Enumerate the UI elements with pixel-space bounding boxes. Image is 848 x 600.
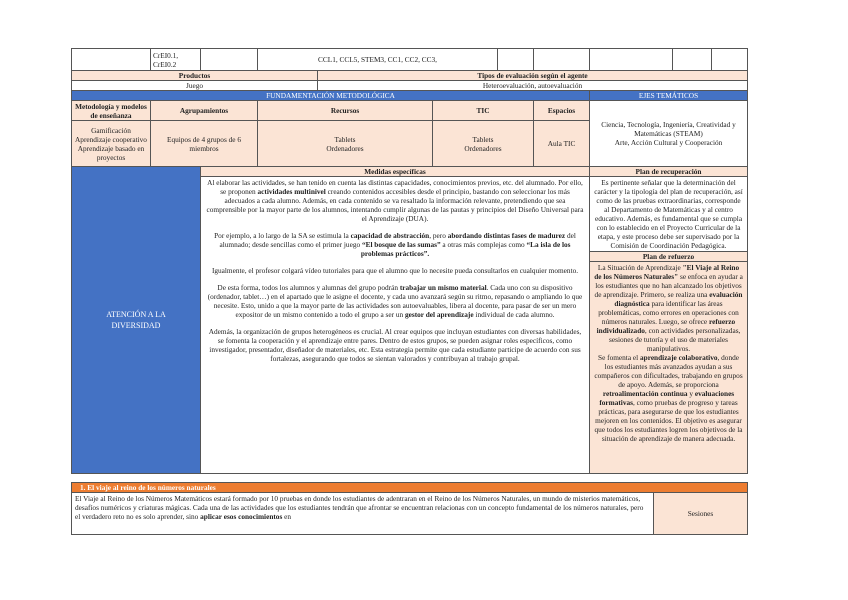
bold-span: evaluaciones formativas <box>599 389 735 407</box>
section-description <box>72 493 654 535</box>
measures-paragraph <box>205 231 585 258</box>
bold-span: gestor del aprendizaje <box>404 310 474 319</box>
text-span: Se fomenta el <box>598 353 640 362</box>
spaces-value: Aula TIC <box>534 121 590 167</box>
measures-title: Medidas específicas <box>201 167 590 177</box>
competences-cell: CCL1, CCL5, STEM3, CC1, CC2, CC3, <box>258 49 498 71</box>
reinforcement-paragraph <box>594 353 743 443</box>
empty-cell <box>534 49 590 71</box>
measures-paragraph <box>205 283 585 319</box>
text-span: individual de cada alumno. <box>473 310 555 319</box>
section-table <box>71 482 748 535</box>
products-header: Productos <box>72 71 318 81</box>
ict-value: Tablets Ordenadores <box>433 121 534 167</box>
bold-span: refuerzo individualizado <box>596 317 736 335</box>
empty-cell <box>498 49 534 71</box>
groupings-value: Equipos de 4 grupos de 6 miembros <box>151 121 258 167</box>
evaluation-types-header: Tipos de evaluación según el agente <box>318 71 748 81</box>
criteria-cell: CrEI0.1, CrEI0.2 <box>151 49 201 71</box>
evaluation-types-value: Heteroevaluación, autoevaluación <box>318 81 748 91</box>
axes-text: Ciencia, Tecnología, Ingeniería, Creatividad y Matemáticas (STEAM) Arte, Acción Cultural y Cooperación <box>590 101 748 167</box>
methodology-header: Metodología y modelos de enseñanza <box>72 101 151 121</box>
products-value: Juego <box>72 81 318 91</box>
bold-span: retroalimentación continua <box>602 389 688 398</box>
resources-value: Tablets Ordenadores <box>258 121 433 167</box>
empty-cell <box>201 49 258 71</box>
text-span: La Situación de Aprendizaje <box>597 263 683 272</box>
learning-situation-table <box>71 48 748 474</box>
reinforcement-text <box>590 262 748 474</box>
text-span: y <box>687 389 695 398</box>
recovery-text <box>590 177 748 252</box>
measures-paragraph <box>205 178 585 223</box>
spaces-header: Espacios <box>534 101 590 121</box>
text-span: El Viaje al Reino de los Números Matemáticos estará formado por 10 pruebas en donde los estudiantes de adentraran en el Reino de los Números Naturales, un mundo de misterios matemáticos, desafíos numéricos y criaturas mágicas. Cada una de las actividades que los estudiantes tendrán que afrontar se encuentran relacionas con un concepto fundamental de los números naturales, pero el verdadero reto no es solo aprender, sino <box>75 494 644 521</box>
text-span: De esta forma, todos los alumnos y alumnas del grupo podrán <box>217 283 400 292</box>
text-span: se enfoca en ayudar a los estudiantes que no han alcanzado los objetivos de aprendizaje. Primero, se realiza una <box>594 272 743 299</box>
axes-title: EJES TEMÁTICOS <box>590 91 748 101</box>
text-span: , con actividades personalizadas, sesiones de tutoría y el uso de materiales manipulativos. <box>609 326 741 353</box>
bold-span: “La isla de los problemas prácticos”. <box>360 240 571 258</box>
empty-cell <box>712 49 748 71</box>
text-span: , pero <box>429 231 448 240</box>
bold-span: actividades multinivel <box>257 187 326 196</box>
empty-cell <box>590 49 673 71</box>
measures-paragraph: Además, la organización de grupos heterogéneos es crucial. Al crear equipos que incluyan estudiantes con diversas habilidades, se fomenta la cooperación y el aprendizaje entre pares. Dentro de estos grupos, se pueden asignar roles específicos, como investigador, presentador, diseñador de materiales, etc. Esta estrategia permite que cada estudiante participe de acuerdo con sus fortalezas, asegurando que todos se sientan valorados y contribuyan al trabajo grupal. <box>208 327 582 363</box>
text-span: . Cada uno con su dispositivo (ordenador, tablet…) en el apartado que le asigne el docente, y cada uno avanzará según su ritmo, repasando o ampliando lo que necesite. Esto, unido a que la mayor parte de las actividades son autoevaluables, libera al docente, para pasar de ser un mero expositor de un mismo contenido a todo el grupo a ser un <box>207 283 583 319</box>
text-span: a otras más complejas como <box>440 240 527 249</box>
bold-span: "El Viaje al Reino de los Números Naturales" <box>594 263 740 281</box>
groupings-header: Agrupamientos <box>151 101 258 121</box>
text-span: del alumnado; desde sencillas como el primer juego <box>219 231 576 249</box>
bold-span: abordando distintas fases de madurez <box>447 231 566 240</box>
recovery-title: Plan de recuperación <box>590 167 748 177</box>
methodology-title: FUNDAMENTACIÓN METODOLÓGICA <box>72 91 590 101</box>
empty-cell <box>673 49 712 71</box>
methodology-value: Gamificación Aprendizaje cooperativo Aprendizaje basado en proyectos <box>72 121 151 167</box>
recovery-paragraph: Es pertinente señalar que la determinación del carácter y la tipología del plan de recuperación, así como de las pruebas extraordinarias, corresponde al Departamento de Matemáticas y al centro educativo. Además, es fundamental que se cumpla con lo establecido en el Proyecto Curricular de la etapa, y este proceso debe ser supervisado por la Comisión de Coordinación Pedagógica. <box>594 178 743 250</box>
bold-span: “El bosque de las sumas” <box>361 240 441 249</box>
text-span: Al elaborar las actividades, se han tenido en cuenta las distintas capacidades, conocimientos previos, etc. del alumnado. Por ello, se proponen <box>207 178 583 196</box>
measures-text <box>201 177 590 474</box>
bold-span: aprendizaje colaborativo <box>640 353 718 362</box>
text-span: Por ejemplo, a lo largo de la SA se estimula la <box>214 231 351 240</box>
text-span: en <box>282 512 292 521</box>
ict-header: TIC <box>433 101 534 121</box>
bold-span: trabajar un mismo material <box>399 283 487 292</box>
sessions-cell: Sesiones <box>654 493 748 535</box>
reinforcement-paragraph <box>594 263 743 353</box>
bold-span: evaluación diagnóstica <box>614 290 743 308</box>
text-span: , como pruebas de progreso y tareas prácticas, para asegurarse de que los estudiantes mejoren en los contenidos. El objetivo es asegurar que todos los estudiantes logren los objetivos de la situación de aprendizaje de manera adecuada. <box>594 398 743 443</box>
text-span: creando contenidos accesibles desde el principio, bastando con seleccionar los más adecuados a cada alumno. Además, en cada contenido se va resaltado la información relevante, pretendiendo que sea comprensible por la mayor parte de los alumnos, intentando cumplir algunas de las pautas y principios del Diseño Universal para el Aprendizaje (DUA). <box>206 187 584 223</box>
section-title: 1. El viaje al reino de los números naturales <box>72 483 748 493</box>
text-span: , donde los estudiantes más avanzados ayudan a sus compañeros con dificultades, trabajando en grupos de apoyo. Además, se proporciona <box>594 353 743 389</box>
text-span: para identificar las áreas problemáticas, como errores en operaciones con números naturales. Luego, se ofrece <box>598 299 739 326</box>
empty-cell <box>72 49 151 71</box>
diversity-label: ATENCIÓN A LA DIVERSIDAD <box>72 167 201 474</box>
reinforcement-title: Plan de refuerzo <box>590 252 748 262</box>
bold-span: capacidad de abstracción <box>350 231 430 240</box>
bold-span: aplicar esos conocimientos <box>200 512 283 521</box>
resources-header: Recursos <box>258 101 433 121</box>
measures-paragraph: Igualmente, el profesor colgará vídeo tutoriales para que el alumno que lo necesite pueda consultarlos en cualquier momento. <box>211 266 579 275</box>
